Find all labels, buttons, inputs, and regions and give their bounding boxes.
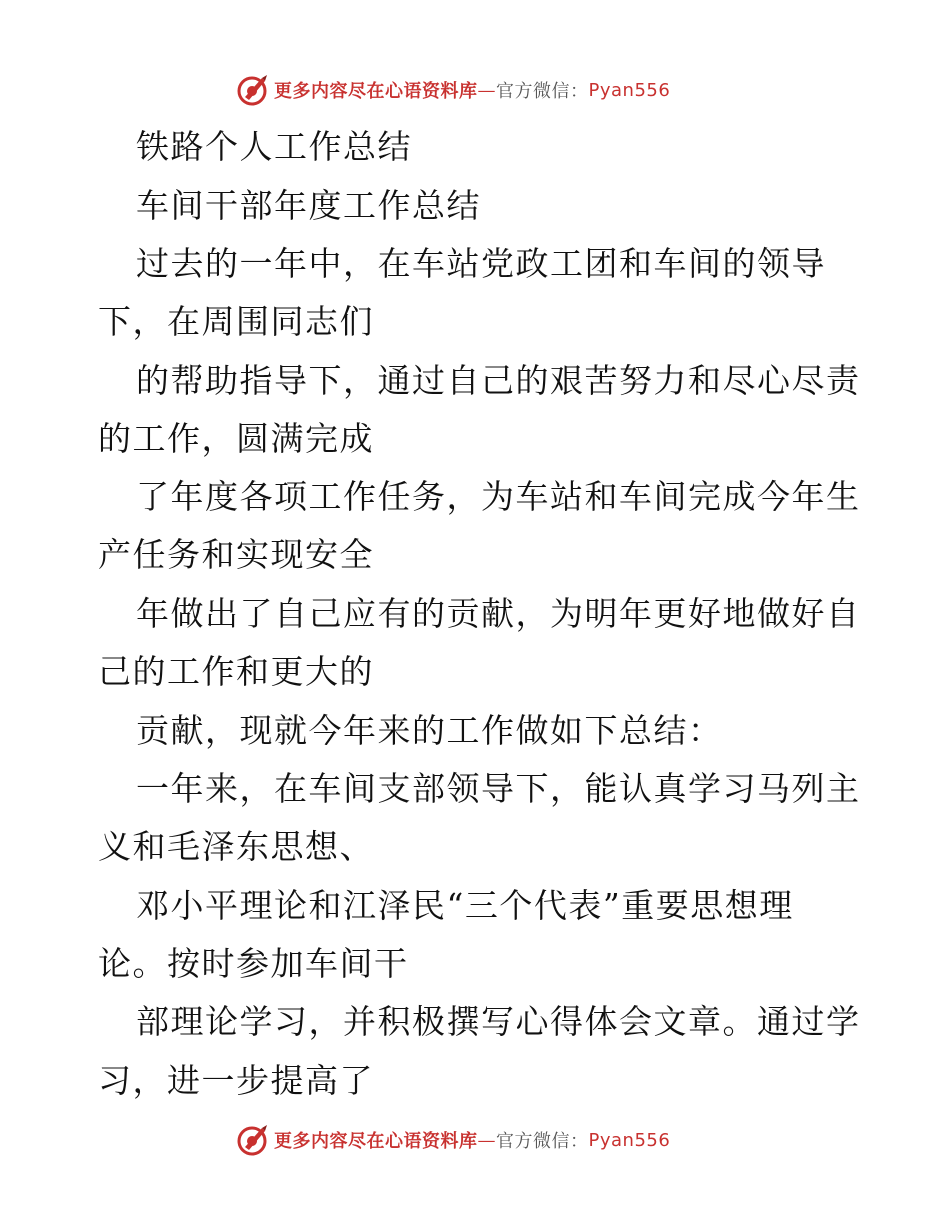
- paragraph-line: 一年来，在车间支部领导下，能认真学习马列主: [136, 769, 861, 808]
- quill-pen-circle-logo: [236, 1123, 270, 1157]
- watermark-wechat-label: 官方微信: [496, 81, 570, 102]
- paragraph-line: 的帮助指导下，通过自己的艰苦努力和尽心尽责: [136, 361, 861, 400]
- watermark-dash: —: [477, 1129, 496, 1151]
- quill-pen-circle-logo: [236, 73, 270, 107]
- paragraph-line: 过去的一年中，在车站党政工团和车间的领导: [136, 244, 826, 283]
- watermark-dash: —: [477, 79, 496, 101]
- watermark-brand-text: 更多内容尽在心语资料库: [274, 81, 478, 102]
- paragraph-line: 习，进一步提高了: [98, 1061, 374, 1100]
- paragraph-line: 义和毛泽东思想、: [98, 827, 374, 866]
- watermark-brand-text: 更多内容尽在心语资料库: [274, 1131, 478, 1152]
- paragraph-line: 年做出了自己应有的贡献，为明年更好地做好自: [136, 594, 861, 633]
- paragraph-line: 贡献，现就今年来的工作做如下总结：: [136, 711, 723, 750]
- watermark-separator: ：: [570, 1131, 589, 1152]
- watermark-account: Pyan556: [588, 79, 671, 101]
- paragraph-line: 己的工作和更大的: [98, 652, 374, 691]
- watermark-account: Pyan556: [588, 1129, 671, 1151]
- watermark-banner-bottom: [236, 1123, 670, 1157]
- watermark-banner-top: [236, 73, 670, 107]
- paragraph-line: 邓小平理论和江泽民“三个代表”重要思想理: [136, 886, 794, 925]
- paragraph-line: 下，在周围同志们: [98, 302, 374, 341]
- paragraph-line: 了年度各项工作任务，为车站和车间完成今年生: [136, 477, 861, 516]
- paragraph-line: 的工作，圆满完成: [98, 419, 374, 458]
- document-title: 铁路个人工作总结: [136, 127, 412, 166]
- paragraph-line: 产任务和实现安全: [98, 535, 374, 574]
- document-subtitle: 车间干部年度工作总结: [136, 186, 481, 225]
- paragraph-line: 部理论学习，并积极撰写心得体会文章。通过学: [136, 1002, 861, 1041]
- paragraph-line: 论。按时参加车间干: [98, 944, 409, 983]
- watermark-separator: ：: [570, 81, 589, 102]
- watermark-wechat-label: 官方微信: [496, 1131, 570, 1152]
